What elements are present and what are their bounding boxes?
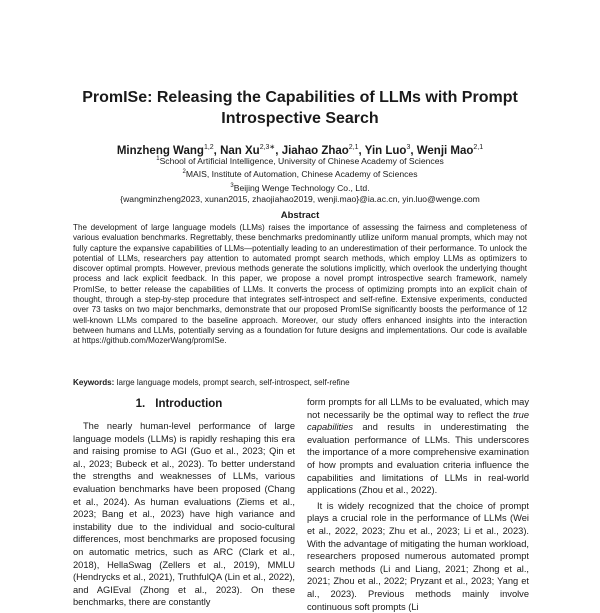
abstract-text: The development of large language models (LLMs) raises the importance of assessing the fairness and completeness of various evaluation benchmarks. Regrettably, these benchmarks predominantly utilize uniform manual prompts, which may not fully capture the expansive capabilities of LLMs—potentially leading to an underestimation of their performance. To unlock the potential of LLMs, researchers pay attention to automated prompt search methods, which employ LLMs as optimizers to discover optimal prompts. However, previous methods generate the solutions implicitly, which overlook the underlying thought process and lack explicit feedback. In this paper, we propose a novel prompt introspective search framework, namely PromISe, to better release the capabilities of LLMs. It converts the process of optimizing prompts into an explicit chain of thought, through a step-by-step procedure that integrates self-introspect and self-refine. Extensive experiments, conducted over 73 tasks on two major benchmarks, demonstrate that our proposed PromISe significantly boosts the performance of 12 well-known LLMs compared to the baseline approach. Moreover, our study offers enhanced insights into the interaction between humans and LLMs, potentially serving as a foundation for future designs and implementations. Our code is available at https://github.com/MozerWang/promISe. xyxy=(73,223,527,346)
author: Yin Luo$^3$ xyxy=(364,144,411,157)
keywords-text: large language models, prompt search, self-introspect, self-refine xyxy=(116,378,350,387)
intro-paragraph: form prompts for all LLMs to be evaluated, which may not necessarily be the optimal way to reflect the true capabilities and results in underestimating the evaluation performance of LLMs. This underscores the importance of a more comprehensive examination of how prompts and evaluation criteria influence the capabilities and limitations of LLMs in real-world applications (Zhou et al., 2022). xyxy=(307,397,529,496)
intro-right-column xyxy=(307,396,529,613)
intro-paragraph: The nearly human-level performance of large language models (LLMs) is rapidly reshaping this era and raising promise to AGI (Guo et al., 2023; Qin et al., 2023; Bubeck et al., 2023). To better understand the strengths and weaknesses of LLMs, various evaluation benchmarks have been proposed (Chang et al., 2024). As human evaluations (Ziems et al., 2023; Bang et al., 2023) have high variance and instability due to the individual and socio-cultural differences, most benchmarks are proposed focusing on automatic metrics, such as ARC (Clark et al., 2018), HellaSwag (Zellers et al., 2019), MMLU (Hendrycks et al., 2021), TruthfulQA (Lin et al., 2022), and AGIEval (Zhong et al., 2023). On these benchmarks, there are constantly xyxy=(73,421,295,608)
author: Nan $Xu^{2,3∗}$ xyxy=(220,144,276,157)
author-list: Minzheng Wang$^{1,2}$, Nan $Xu^{2,3∗}$, Jiahao Zhao$^{2,1}$, Yin Luo$^3$, Wenji Mao$^{2,1}$ xyxy=(116,144,484,157)
keywords-label: Keywords: xyxy=(73,378,115,387)
author: Jiahao Zhao$^{2,1}$ xyxy=(281,144,359,157)
abstract-heading: Abstract xyxy=(280,210,320,221)
intro-paragraph: It is widely recognized that the choice of prompt plays a crucial role in the performance of LLMs (Wei et al., 2022, 2023; Zhu et al., 2023; Li et al., 2023). With the advantage of mitigating the human workload, researchers proposed numerous automated prompt search methods (Li and Liang, 2021; Zhong et al., 2021; Zhou et al., 2022; Pryzant et al., 2023; Yang et al., 2023). Previous methods mainly involve continuous soft prompts (Li xyxy=(307,500,529,612)
affiliation: $^2$MAIS, Institute of Automation, Chinese Academy of Sciences xyxy=(182,169,418,180)
section-heading xyxy=(73,398,295,410)
author: Minzheng Wang$^{1,2}$ xyxy=(116,144,214,157)
affiliations xyxy=(40,154,560,206)
section-number: 1. xyxy=(135,398,146,410)
section-title: Introduction xyxy=(155,398,223,410)
author-emails: {wangminzheng2023, xunan2015, zhaojiahao2019, wenji.mao}@ia.ac.cn, yin.luo@wenge.com xyxy=(120,194,480,205)
affiliation: $^1$School of Artificial Intelligence, University of Chinese Academy of Sciences xyxy=(156,155,444,166)
author: Wenji Mao$^{2,1}$ xyxy=(416,144,484,157)
intro-left-column xyxy=(73,420,295,609)
affiliation: $^3$Beijing Wenge Technology Co., Ltd. xyxy=(230,182,370,193)
paper-title: PromISe: Releasing the Capabilities of LLMs with Prompt Introspective Search xyxy=(82,89,518,127)
keywords xyxy=(73,378,527,388)
